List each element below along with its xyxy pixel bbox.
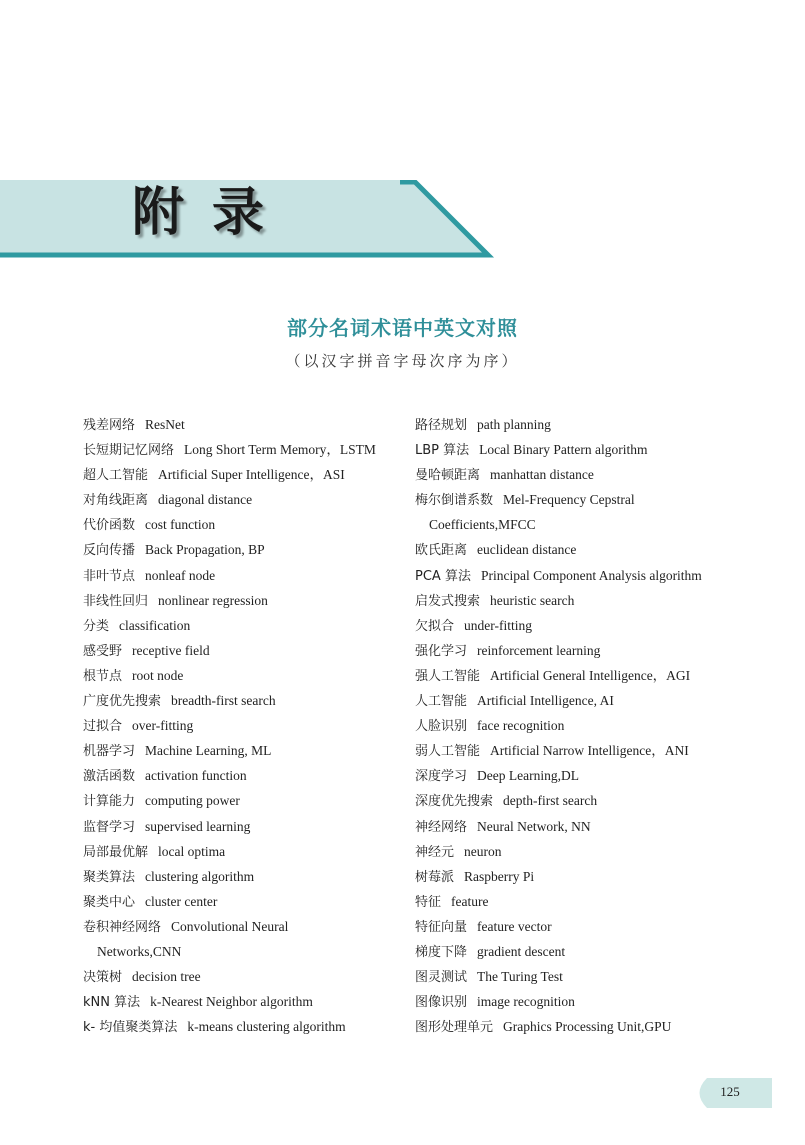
- term-chinese: 残差网络: [83, 418, 136, 433]
- glossary-entry: [83, 412, 403, 437]
- term-english: Principal Component Analysis algorithm: [480, 567, 702, 583]
- glossary-entry: [415, 588, 755, 613]
- term-chinese: 局部最优解: [83, 844, 149, 860]
- term-chinese: 分类: [83, 618, 110, 634]
- term-english: manhattan distance: [490, 467, 594, 483]
- term-english: Machine Learning, ML: [145, 743, 272, 759]
- term-english: euclidean distance: [477, 542, 577, 558]
- term-chinese: 欧氏距离: [415, 543, 468, 559]
- term-english: breadth-first search: [171, 693, 276, 709]
- term-chinese: 机器学习: [83, 744, 136, 760]
- glossary-entry: [415, 763, 755, 788]
- glossary-entry: [83, 889, 403, 914]
- term-chinese: 弱人工智能: [415, 744, 481, 760]
- term-chinese: 启发式搜索: [415, 593, 481, 609]
- term-english: path planning: [477, 417, 551, 432]
- term-english: reinforcement learning: [477, 642, 601, 658]
- term-chinese: 图像识别: [415, 995, 468, 1011]
- glossary-left-column: [83, 412, 403, 1039]
- glossary-entry: [83, 864, 403, 889]
- term-english: Graphics Processing Unit,GPU: [503, 1019, 672, 1035]
- term-chinese: 梅尔倒谱系数: [415, 493, 494, 509]
- term-chinese: LBP 算法: [415, 443, 470, 459]
- term-english: local optima: [158, 843, 226, 859]
- glossary-subheading: （以汉字拼音字母次序为序）: [285, 352, 520, 370]
- term-chinese: 计算能力: [83, 794, 136, 810]
- glossary-entry: [83, 563, 403, 588]
- page-number: 125: [720, 1084, 740, 1099]
- glossary-entry: [415, 462, 755, 487]
- term-chinese: 长短期记忆网络: [83, 443, 175, 459]
- glossary-entry: [83, 763, 403, 788]
- term-chinese: 卷积神经网络: [83, 919, 162, 935]
- term-english: root node: [132, 667, 184, 683]
- term-chinese: 特征向量: [415, 919, 468, 935]
- glossary-entry: [415, 914, 755, 939]
- glossary-entry: [415, 638, 755, 663]
- term-english: Artificial Narrow Intelligence，ANI: [490, 743, 689, 759]
- term-english: k-Nearest Neighbor algorithm: [150, 994, 313, 1010]
- term-english: classification: [119, 617, 191, 633]
- term-chinese: 强化学习: [415, 643, 468, 659]
- term-english: neuron: [464, 843, 502, 859]
- term-english: Coefficients,MFCC: [429, 517, 536, 533]
- glossary-entry: [415, 487, 755, 512]
- glossary-entry: [83, 512, 403, 537]
- term-chinese: 聚类算法: [83, 869, 136, 885]
- glossary-entry: [83, 588, 403, 613]
- term-chinese: 强人工智能: [415, 668, 481, 684]
- term-english: receptive field: [132, 642, 210, 658]
- term-english: Artificial Super Intelligence，ASI: [158, 467, 345, 483]
- term-chinese: 决策树: [83, 970, 123, 986]
- term-english: depth-first search: [503, 793, 598, 809]
- term-chinese: k- 均值聚类算法: [83, 1020, 178, 1036]
- term-chinese: 特征: [415, 894, 442, 910]
- term-english: face recognition: [477, 718, 565, 734]
- glossary-entry: [415, 663, 755, 688]
- term-chinese: 反向传播: [83, 543, 136, 559]
- term-english: Local Binary Pattern algorithm: [479, 442, 648, 458]
- term-english: Deep Learning,DL: [477, 768, 579, 784]
- glossary-entry: [415, 613, 755, 638]
- term-chinese: 深度优先搜索: [415, 794, 494, 810]
- term-chinese: 根节点: [83, 668, 123, 684]
- glossary-entry: [83, 788, 403, 813]
- glossary-entry: [83, 939, 403, 964]
- glossary-entry: [83, 638, 403, 663]
- glossary-entry: [83, 839, 403, 864]
- term-chinese: 聚类中心: [83, 894, 136, 910]
- term-chinese: 路径规划: [415, 418, 468, 433]
- term-english: supervised learning: [145, 818, 251, 834]
- term-english: Mel-Frequency Cepstral: [503, 492, 635, 508]
- glossary-entry: [415, 412, 755, 437]
- glossary-entry: [415, 839, 755, 864]
- glossary-entry: [83, 537, 403, 562]
- term-chinese: 超人工智能: [83, 468, 149, 484]
- term-chinese: 神经元: [415, 844, 455, 860]
- term-english: Back Propagation, BP: [145, 542, 265, 558]
- term-english: gradient descent: [477, 943, 566, 959]
- term-english: image recognition: [477, 994, 575, 1010]
- term-english: computing power: [145, 793, 240, 809]
- glossary-entry: [83, 914, 403, 939]
- term-english: Raspberry Pi: [464, 868, 535, 884]
- term-english: cluster center: [145, 893, 218, 909]
- term-chinese: 广度优先搜索: [83, 694, 162, 710]
- term-chinese: 激活函数: [83, 769, 136, 785]
- term-chinese: 神经网络: [415, 819, 468, 835]
- term-chinese: 曼哈顿距离: [415, 468, 481, 484]
- glossary-entry: [83, 1014, 403, 1039]
- term-english: over-fitting: [132, 718, 194, 734]
- glossary-entry: [415, 512, 755, 537]
- glossary-entry: [83, 487, 403, 512]
- term-chinese: 监督学习: [83, 819, 136, 835]
- glossary-entry: [83, 437, 403, 462]
- term-chinese: 人工智能: [415, 694, 468, 710]
- term-chinese: kNN 算法: [83, 995, 141, 1011]
- term-english: Networks,CNN: [97, 943, 182, 959]
- term-chinese: 非叶节点: [83, 568, 136, 584]
- term-chinese: 深度学习: [415, 769, 468, 785]
- glossary-entry: [415, 688, 755, 713]
- term-chinese: 对角线距离: [83, 493, 149, 509]
- term-chinese: 欠拟合: [415, 618, 455, 634]
- glossary-entry: [83, 713, 403, 738]
- term-english: nonleaf node: [145, 567, 216, 583]
- term-english: under-fitting: [464, 617, 532, 633]
- term-english: heuristic search: [490, 592, 575, 608]
- term-chinese: 树莓派: [415, 869, 455, 885]
- term-english: Neural Network, NN: [477, 818, 591, 834]
- glossary-entry: [83, 814, 403, 839]
- term-english: Long Short Term Memory，LSTM: [184, 442, 376, 458]
- glossary-entry: [83, 688, 403, 713]
- term-chinese: 图灵测试: [415, 970, 468, 986]
- term-english: Artificial General Intelligence，AGI: [490, 667, 691, 683]
- term-english: feature vector: [477, 918, 552, 934]
- term-chinese: 梯度下降: [415, 944, 468, 960]
- term-english: Convolutional Neural: [171, 918, 289, 934]
- glossary-entry: [83, 613, 403, 638]
- term-chinese: 代价函数: [83, 518, 136, 534]
- glossary-entry: [415, 713, 755, 738]
- term-english: feature: [451, 893, 489, 909]
- term-chinese: 过拟合: [83, 719, 123, 735]
- glossary-heading: 部分名词术语中英文对照: [287, 316, 518, 340]
- term-chinese: 人脸识别: [415, 719, 468, 735]
- glossary-entry: [415, 788, 755, 813]
- glossary-entry: [83, 989, 403, 1014]
- glossary-entry: [415, 563, 755, 588]
- term-english: Artificial Intelligence, AI: [477, 693, 614, 709]
- glossary-entry: [83, 663, 403, 688]
- glossary-entry: [415, 864, 755, 889]
- term-english: k-means clustering algorithm: [187, 1019, 346, 1035]
- term-english: decision tree: [132, 969, 201, 985]
- section-title: 附录: [132, 183, 293, 243]
- glossary-entry: [83, 462, 403, 487]
- term-english: nonlinear regression: [158, 592, 268, 608]
- glossary-entry: [83, 738, 403, 763]
- term-english: ResNet: [145, 417, 185, 432]
- glossary-entry: [415, 939, 755, 964]
- term-chinese: PCA 算法: [415, 568, 471, 584]
- glossary-entry: [415, 964, 755, 989]
- glossary-entry: [415, 1014, 755, 1039]
- glossary-right-column: [415, 412, 755, 1039]
- glossary-entry: [83, 964, 403, 989]
- term-chinese: 感受野: [83, 643, 123, 659]
- glossary-entry: [415, 537, 755, 562]
- term-english: The Turing Test: [477, 969, 563, 985]
- term-chinese: 图形处理单元: [415, 1020, 494, 1036]
- glossary-entry: [415, 989, 755, 1014]
- term-english: activation function: [145, 768, 247, 784]
- term-english: cost function: [145, 517, 216, 533]
- term-english: clustering algorithm: [145, 868, 255, 884]
- glossary-entry: [415, 738, 755, 763]
- glossary-entry: [415, 814, 755, 839]
- term-chinese: 非线性回归: [83, 593, 149, 609]
- glossary-entry: [415, 889, 755, 914]
- term-english: diagonal distance: [158, 492, 253, 508]
- glossary-entry: [415, 437, 755, 462]
